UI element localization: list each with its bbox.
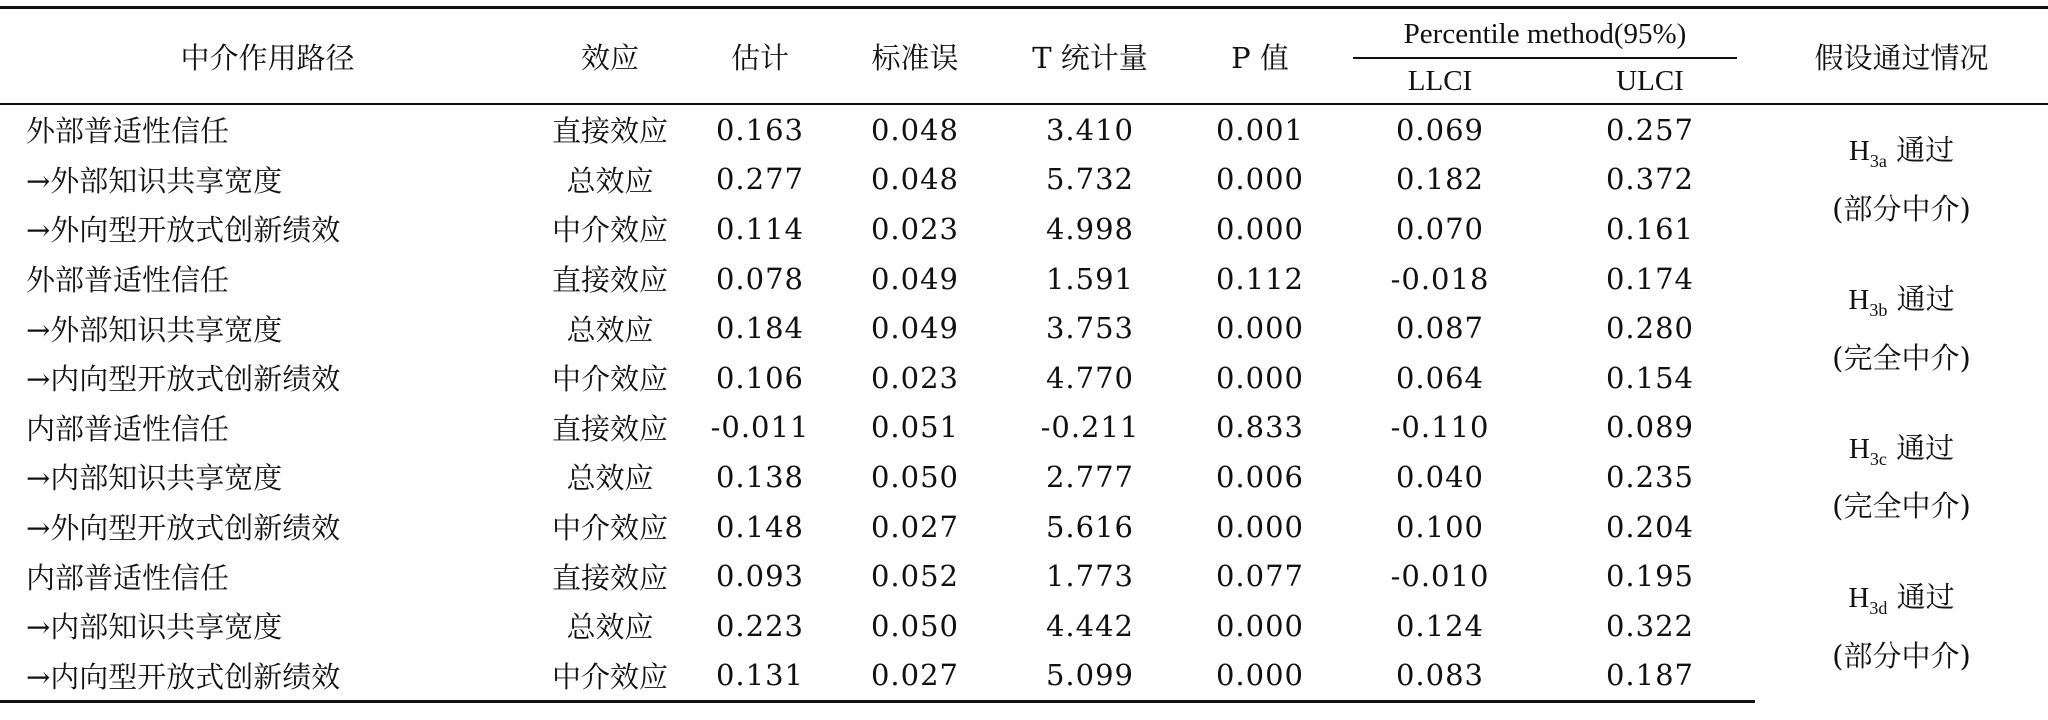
p-cell: 0.000: [1215, 211, 1305, 246]
llci-cell: 0.083: [1335, 651, 1545, 702]
table-row: [0, 353, 2048, 403]
hypothesis-note: (部分中介): [1832, 191, 1971, 226]
t-cell: 4.770: [1045, 360, 1135, 395]
p-cell: 0.000: [1215, 608, 1305, 643]
path-cell: →外向型开放式创新绩效: [26, 213, 341, 248]
hypothesis-note: (部分中介): [1832, 638, 1971, 673]
hypothesis-subscript: 3b: [1869, 299, 1888, 320]
estimate-cell: 0.184: [715, 311, 805, 346]
t-cell: -0.211: [1040, 410, 1140, 445]
llci-cell: 0.087: [1395, 311, 1485, 346]
hypothesis-cell: [1755, 254, 2048, 403]
table-row: [0, 303, 2048, 353]
effect-cell: 直接效应: [551, 114, 668, 149]
table-row: [0, 204, 2048, 254]
path-cell: →内部知识共享宽度: [26, 610, 283, 645]
llci-cell: 0.070: [1395, 211, 1485, 246]
path-cell: →内向型开放式创新绩效: [0, 651, 535, 702]
p-cell: 0.000: [1215, 360, 1305, 395]
effect-cell: 总效应: [566, 163, 654, 198]
table-row: [0, 254, 2048, 304]
table-body: [0, 104, 2048, 702]
hypothesis-code: [1755, 126, 2048, 185]
hypothesis-letter: H: [1848, 582, 1870, 615]
path-cell: →外部知识共享宽度: [26, 163, 283, 198]
path-cell: →内部知识共享宽度: [26, 461, 283, 496]
ulci-cell: 0.322: [1605, 608, 1695, 643]
hypothesis-note: (完全中介): [1832, 340, 1971, 375]
hypothesis-pass: 通过: [1887, 281, 1955, 316]
estimate-cell: 0.131: [685, 651, 835, 702]
hypothesis-subscript: 3c: [1869, 448, 1887, 469]
hypothesis-pass: 通过: [1887, 580, 1955, 615]
effect-cell: 总效应: [566, 312, 654, 347]
header-llci: LLCI: [1335, 59, 1545, 104]
hypothesis-letter: H: [1848, 134, 1870, 167]
ulci-cell: 0.204: [1605, 509, 1695, 544]
table-row: [0, 551, 2048, 601]
hypothesis-code: [1755, 424, 2048, 483]
se-cell: 0.027: [870, 509, 960, 544]
table-row: [0, 651, 2048, 702]
ulci-cell: 0.257: [1605, 112, 1695, 147]
estimate-cell: -0.011: [710, 410, 810, 445]
p-cell: 0.077: [1215, 559, 1305, 594]
header-estimate: 估计: [685, 8, 835, 105]
estimate-cell: 0.106: [715, 360, 805, 395]
hypothesis-pass: 通过: [1886, 430, 1955, 465]
ulci-cell: 0.174: [1605, 261, 1695, 296]
t-cell: 5.099: [995, 651, 1185, 702]
t-cell: 2.777: [1045, 459, 1135, 494]
effect-cell: 直接效应: [551, 263, 668, 298]
hypothesis-pass: 通过: [1886, 132, 1955, 167]
ulci-cell: 0.195: [1605, 559, 1695, 594]
llci-cell: 0.069: [1395, 112, 1485, 147]
effect-cell: 直接效应: [551, 560, 668, 595]
p-cell: 0.833: [1215, 410, 1305, 445]
estimate-cell: 0.138: [715, 459, 805, 494]
se-cell: 0.052: [870, 559, 960, 594]
ulci-cell: 0.187: [1545, 651, 1755, 702]
t-cell: 5.616: [1045, 509, 1135, 544]
estimate-cell: 0.277: [715, 162, 805, 197]
ulci-cell: 0.161: [1605, 211, 1695, 246]
hypothesis-cell: [1755, 551, 2048, 701]
table-row: [0, 155, 2048, 205]
effect-cell: 总效应: [566, 610, 654, 645]
ulci-cell: 0.280: [1605, 311, 1695, 346]
p-cell: 0.001: [1215, 112, 1305, 147]
llci-cell: 0.124: [1395, 608, 1485, 643]
hypothesis-code: [1755, 573, 2048, 632]
llci-cell: 0.182: [1395, 162, 1485, 197]
t-cell: 1.591: [1045, 261, 1135, 296]
se-cell: 0.023: [870, 360, 960, 395]
effect-cell: 中介效应: [551, 511, 668, 546]
llci-cell: 0.064: [1395, 360, 1485, 395]
se-cell: 0.049: [870, 261, 960, 296]
p-cell: 0.000: [1185, 651, 1335, 702]
effect-cell: 中介效应: [551, 213, 668, 248]
hypothesis-subscript: 3a: [1869, 150, 1887, 171]
path-cell: →内向型开放式创新绩效: [26, 362, 341, 397]
se-cell: 0.050: [870, 608, 960, 643]
effect-cell: 中介效应: [551, 362, 668, 397]
header-standard-error: 标准误: [835, 8, 995, 105]
effect-cell: 中介效应: [535, 651, 685, 702]
table-row: [0, 502, 2048, 552]
hypothesis-letter: H: [1848, 432, 1870, 465]
hypothesis-letter: H: [1848, 283, 1870, 316]
header-percentile-method: [1335, 8, 1755, 60]
header-percentile-rule: [1353, 57, 1737, 59]
se-cell: 0.048: [870, 162, 960, 197]
hypothesis-code: [1755, 275, 2048, 334]
t-cell: 4.998: [1045, 211, 1135, 246]
estimate-cell: 0.114: [715, 211, 805, 246]
ulci-cell: 0.372: [1605, 162, 1695, 197]
estimate-cell: 0.163: [715, 112, 805, 147]
llci-cell: 0.100: [1395, 509, 1485, 544]
estimate-cell: 0.223: [715, 608, 805, 643]
llci-cell: -0.110: [1390, 410, 1490, 445]
ulci-cell: 0.235: [1605, 459, 1695, 494]
ulci-cell: 0.154: [1605, 360, 1695, 395]
t-cell: 5.732: [1045, 162, 1135, 197]
llci-cell: -0.018: [1390, 261, 1490, 296]
estimate-cell: 0.148: [715, 509, 805, 544]
p-cell: 0.112: [1215, 261, 1305, 296]
se-cell: 0.048: [870, 112, 960, 147]
header-path: 中介作用路径: [0, 8, 535, 105]
path-cell: 外部普适性信任: [26, 114, 230, 149]
header-percentile-label: Percentile method(95%): [1403, 17, 1687, 50]
path-cell: 内部普适性信任: [26, 411, 230, 446]
t-cell: 4.442: [1045, 608, 1135, 643]
p-cell: 0.000: [1215, 311, 1305, 346]
hypothesis-subscript: 3d: [1869, 597, 1888, 618]
llci-cell: -0.010: [1390, 559, 1490, 594]
header-ulci: ULCI: [1545, 59, 1755, 104]
path-cell: 内部普适性信任: [26, 560, 230, 595]
hypothesis-cell: [1755, 104, 2048, 254]
table-row: [0, 403, 2048, 453]
header-hypothesis: 假设通过情况: [1755, 8, 2048, 105]
table-row: [0, 452, 2048, 502]
t-cell: 3.410: [1045, 112, 1135, 147]
estimate-cell: 0.078: [715, 261, 805, 296]
p-cell: 0.000: [1215, 162, 1305, 197]
table-row: [0, 601, 2048, 651]
effect-cell: 直接效应: [551, 411, 668, 446]
path-cell: →外向型开放式创新绩效: [26, 511, 341, 546]
hypothesis-note: (完全中介): [1832, 489, 1971, 524]
path-cell: 外部普适性信任: [26, 263, 230, 298]
header-p-value: P 值: [1185, 8, 1335, 105]
hypothesis-cell: [1755, 403, 2048, 552]
estimate-cell: 0.093: [715, 559, 805, 594]
se-cell: 0.049: [870, 311, 960, 346]
header-effect: 效应: [535, 8, 685, 105]
se-cell: 0.023: [870, 211, 960, 246]
table-row: [0, 104, 2048, 155]
ulci-cell: 0.089: [1605, 410, 1695, 445]
se-cell: 0.050: [870, 459, 960, 494]
se-cell: 0.027: [835, 651, 995, 702]
mediation-effect-table: [0, 6, 2048, 703]
llci-cell: 0.040: [1395, 459, 1485, 494]
t-cell: 1.773: [1045, 559, 1135, 594]
t-cell: 3.753: [1045, 311, 1135, 346]
path-cell: →外部知识共享宽度: [26, 312, 283, 347]
se-cell: 0.051: [870, 410, 960, 445]
p-cell: 0.000: [1215, 509, 1305, 544]
effect-cell: 总效应: [566, 461, 654, 496]
header-t-statistic: T 统计量: [995, 8, 1185, 105]
p-cell: 0.006: [1215, 459, 1305, 494]
